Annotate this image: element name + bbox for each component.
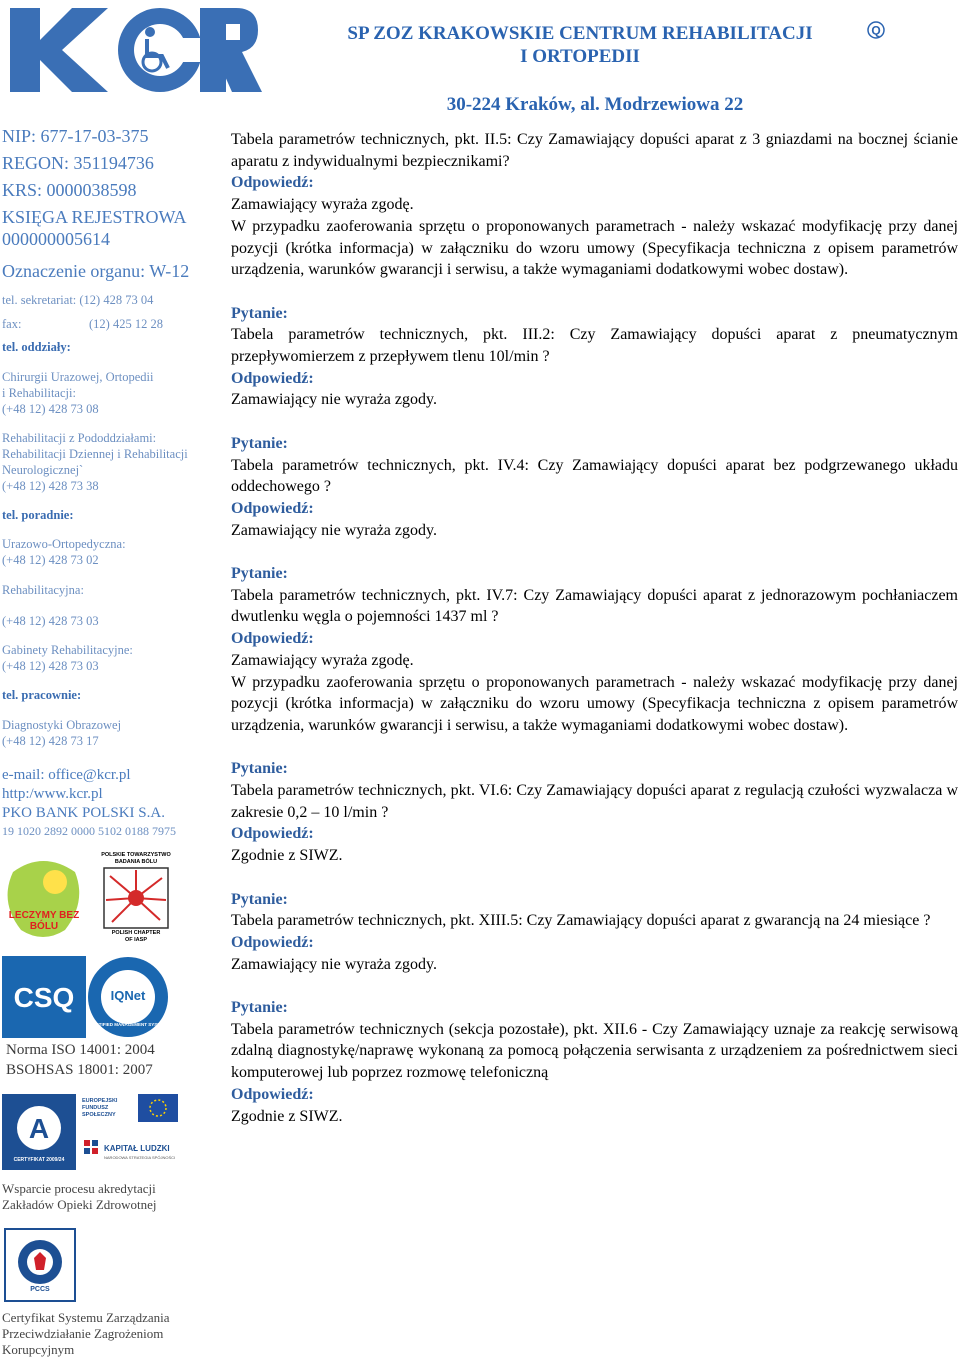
- answer-label: Odpowiedź:: [231, 1085, 314, 1103]
- answer-note: W przypadku zaoferowania sprzętu o proponowanych parametrach - należy wskazać modyfikację przy danej pozycji (krótka informacja) w załączniku do wzoru umowy (Specyfikacja techniczna z opisem parametrów urządzenia, warunków gwarancji i serwisu, a także wymaganiami dodatkowymi wobec dostaw).: [231, 673, 958, 734]
- ward-surgery-phone: (+48 12) 428 73 08: [2, 402, 99, 416]
- iso-norm: Norma ISO 14001: 2004: [6, 1042, 155, 1058]
- answer-text: Zamawiający nie wyraża zgody.: [231, 391, 437, 409]
- nip: NIP: 677-17-03-375: [2, 126, 149, 146]
- eu-fund-text: EUROPEJSKI FUNDUSZ SPOŁECZNY: [82, 1098, 118, 1118]
- qa-block-2: [231, 303, 958, 412]
- ward-rehab-line1: Rehabilitacji z Pododdziałami:: [2, 431, 157, 445]
- bez-bolu-logo: [3, 852, 85, 942]
- answer-text: Zgodnie z SIWZ.: [231, 1107, 343, 1125]
- answer-label: Odpowiedź:: [231, 630, 314, 648]
- question-text: Tabela parametrów technicznych, pkt. VI.6: Czy Zamawiający dopuści aparat z regulacją czułości wyzwalacza w zakresie 0,2 – 10 l/min ?: [231, 782, 958, 821]
- pain-society-logo: [100, 852, 172, 944]
- iqnet-ring-text: CERTIFIED MANAGEMENT SYSTEM: [89, 1022, 167, 1027]
- answer-text: Zgodnie z SIWZ.: [231, 847, 343, 865]
- clinic-rehab-phone: (+48 12) 428 73 03: [2, 614, 99, 628]
- question-text: Tabela parametrów technicznych, pkt. III.2: Czy Zamawiający dopuści aparat z pneumatycznym przepływomierzem z przepływem tlenu 10l/min ?: [231, 326, 958, 366]
- qa-block-6: [231, 889, 958, 976]
- answer-label: Odpowiedź:: [231, 933, 314, 951]
- lab-imaging: Diagnostyki Obrazowej: [2, 718, 122, 732]
- pain-society-line4: OF IASP: [124, 937, 147, 943]
- oznaczenie-organu: Oznaczenie organu: W-12: [2, 261, 190, 281]
- ward-rehab-line3: Neurologicznej`: [2, 463, 84, 477]
- regon: REGON: 351194736: [2, 153, 154, 173]
- clinic-orthopedic-phone: (+48 12) 428 73 02: [2, 553, 99, 567]
- kapital-ludzki-logo: [82, 1138, 182, 1170]
- accreditation-caption-line2: Zakładów Opieki Zdrowotnej: [2, 1197, 157, 1212]
- quality-q-icon: [866, 20, 886, 40]
- accreditation-certificate-logo: [2, 1094, 76, 1170]
- ksiega-rejestrowa: KSIĘGA REJESTROWA: [2, 207, 187, 227]
- anticorruption-caption-line3: Korupcyjnym: [2, 1342, 75, 1357]
- csq-text: CSQ: [13, 982, 75, 1013]
- answer-note: W przypadku zaoferowania sprzętu o proponowanych parametrach - należy wskazać modyfikację przy danej pozycji (krótka informacja) w załączniku do wzoru umowy (Specyfikacja techniczna z opisem parametrów urządzenia, warunków gwarancji i serwisu, a także wymaganiami dodatkowymi wobec dostaw).: [231, 217, 958, 279]
- ward-rehab-phone: (+48 12) 428 73 38: [2, 479, 99, 493]
- pccs-logo: [4, 1228, 76, 1302]
- labs-heading: tel. pracownie:: [2, 688, 82, 702]
- kapital-ludzki-text: KAPITAŁ LUDZKI: [104, 1144, 170, 1153]
- svg-text:A: A: [28, 1113, 50, 1144]
- csq-logo: [2, 956, 86, 1038]
- address: 30-224 Kraków, al. Modrzewiowa 22: [446, 94, 744, 115]
- rehab-offices-phone: (+48 12) 428 73 03: [2, 659, 99, 673]
- logo-text: KCR: [0, 0, 3, 1]
- anticorruption-caption-line1: Certyfikat Systemu Zarządzania: [2, 1310, 170, 1325]
- answer-label: Odpowiedź:: [231, 499, 314, 517]
- question-label: Pytanie:: [231, 434, 288, 452]
- answer-label: Odpowiedź:: [231, 369, 314, 387]
- rehab-offices: Gabinety Rehabilitacyjne:: [2, 643, 133, 657]
- clinic-rehab: Rehabilitacyjna:: [2, 583, 84, 597]
- clinic-orthopedic: Urazowo-Ortopedyczna:: [2, 537, 126, 551]
- fax-label: fax:: [2, 317, 22, 331]
- question-label: Pytanie:: [231, 760, 288, 778]
- pain-society-line2: BADANIA BÓLU: [114, 859, 158, 865]
- question-text: Tabela parametrów technicznych, pkt. IV.7: Czy Zamawiający dopuści aparat z jednorazowym pochłaniaczem dwutlenku węgla o pojemności 1437 ml ?: [231, 586, 958, 626]
- svg-text:Q: Q: [871, 23, 881, 38]
- email-link[interactable]: e-mail: office@kcr.pl: [2, 767, 131, 783]
- question-label: Pytanie:: [231, 304, 288, 322]
- pccs-text: PCCS: [30, 1286, 50, 1293]
- answer-text: Zamawiający nie wyraża zgody.: [231, 955, 437, 973]
- question-label: Pytanie:: [231, 999, 288, 1017]
- phone-secretariat: tel. sekretariat: (12) 428 73 04: [2, 293, 154, 307]
- question-label: Pytanie:: [231, 890, 288, 908]
- pain-society-line1: POLSKIE TOWARZYSTWO: [101, 852, 171, 858]
- organization-name-line2: I ORTOPEDII: [520, 46, 640, 67]
- answer-text: Zamawiający wyraża zgodę.: [231, 651, 414, 669]
- website-link[interactable]: http:/www.kcr.pl: [2, 786, 103, 802]
- question-label: Pytanie:: [231, 565, 288, 583]
- question-text: Tabela parametrów technicznych, pkt. IV.4: Czy Zamawiający dopuści aparat bez podgrzewanego układu oddechowego ?: [231, 456, 958, 496]
- answer-label: Odpowiedź:: [231, 825, 314, 843]
- answer-label: Odpowiedź:: [231, 174, 314, 192]
- question-text: Tabela parametrów technicznych, pkt. XIII.5: Czy Zamawiający dopuści aparat z gwarancją na 24 miesiące ?: [231, 912, 931, 930]
- ward-surgery-line2: i Rehabilitacji:: [2, 386, 76, 400]
- ward-surgery-line1: Chirurgii Urazowej, Ortopedii: [2, 370, 154, 384]
- fax-value: (12) 425 12 28: [89, 317, 163, 331]
- bsohsas-norm: BSOHSAS 18001: 2007: [6, 1062, 153, 1078]
- kcr-logo: [0, 0, 262, 96]
- qa-block-5: [231, 758, 958, 867]
- organization-name-line1: SP ZOZ KRAKOWSKIE CENTRUM REHABILITACJI: [347, 23, 813, 44]
- question-text: Tabela parametrów technicznych, pkt. II.5: Czy Zamawiający dopuści aparat z 3 gniazdami na bocznej ścianie aparatu z indywidualnymi bezpiecznikami?: [231, 131, 958, 170]
- lab-imaging-phone: (+48 12) 428 73 17: [2, 734, 99, 748]
- anticorruption-caption-line2: Przeciwdziałanie Zagrożeniom: [2, 1326, 164, 1341]
- qa-content: [231, 129, 958, 1149]
- answer-text: Zamawiający wyraża zgodę.: [231, 196, 414, 214]
- answer-text: Zamawiający nie wyraża zgody.: [231, 521, 437, 539]
- accreditation-year: CERTYFIKAT 2009/24: [13, 1157, 65, 1163]
- ksiega-number: 000000005614: [2, 229, 110, 249]
- question-text: Tabela parametrów technicznych (sekcja pozostałe), pkt. XII.6 - Czy Zamawiający uznaje za reakcję serwisową zdalną diagnostykę/naprawę wykonaną za pomocą połączenia serwisanta z urządzeniem za pośrednictwem sieci komputerowej lub poprzez rozmowę telefoniczną: [231, 1020, 958, 1082]
- eu-social-fund-logo: [80, 1094, 180, 1124]
- iqnet-text: IQNet: [110, 988, 146, 1003]
- qa-block-7: [231, 997, 958, 1127]
- accreditation-caption-line1: Wsparcie procesu akredytacji: [2, 1181, 156, 1196]
- organization-name: [300, 22, 860, 68]
- wards-heading: tel. oddziały:: [2, 340, 71, 354]
- qa-block-4: [231, 563, 958, 737]
- iqnet-logo: [86, 956, 170, 1038]
- kapital-ludzki-subtext: NARODOWA STRATEGIA SPÓJNOŚCI: [104, 1155, 176, 1160]
- krs: KRS: 0000038598: [2, 180, 137, 200]
- bez-bolu-text: LECZYMY BEZ BÓLU: [8, 910, 80, 932]
- pain-society-line3: POLISH CHAPTER: [111, 930, 161, 936]
- ward-rehab-line2: Rehabilitacji Dziennej i Rehabilitacji: [2, 447, 188, 461]
- qa-block-1: [231, 129, 958, 281]
- qa-block-3: [231, 433, 958, 542]
- bank-account: 19 1020 2892 0000 5102 0188 7975: [2, 824, 176, 838]
- bank-name: PKO BANK POLSKI S.A.: [2, 805, 165, 821]
- clinics-heading: tel. poradnie:: [2, 508, 74, 522]
